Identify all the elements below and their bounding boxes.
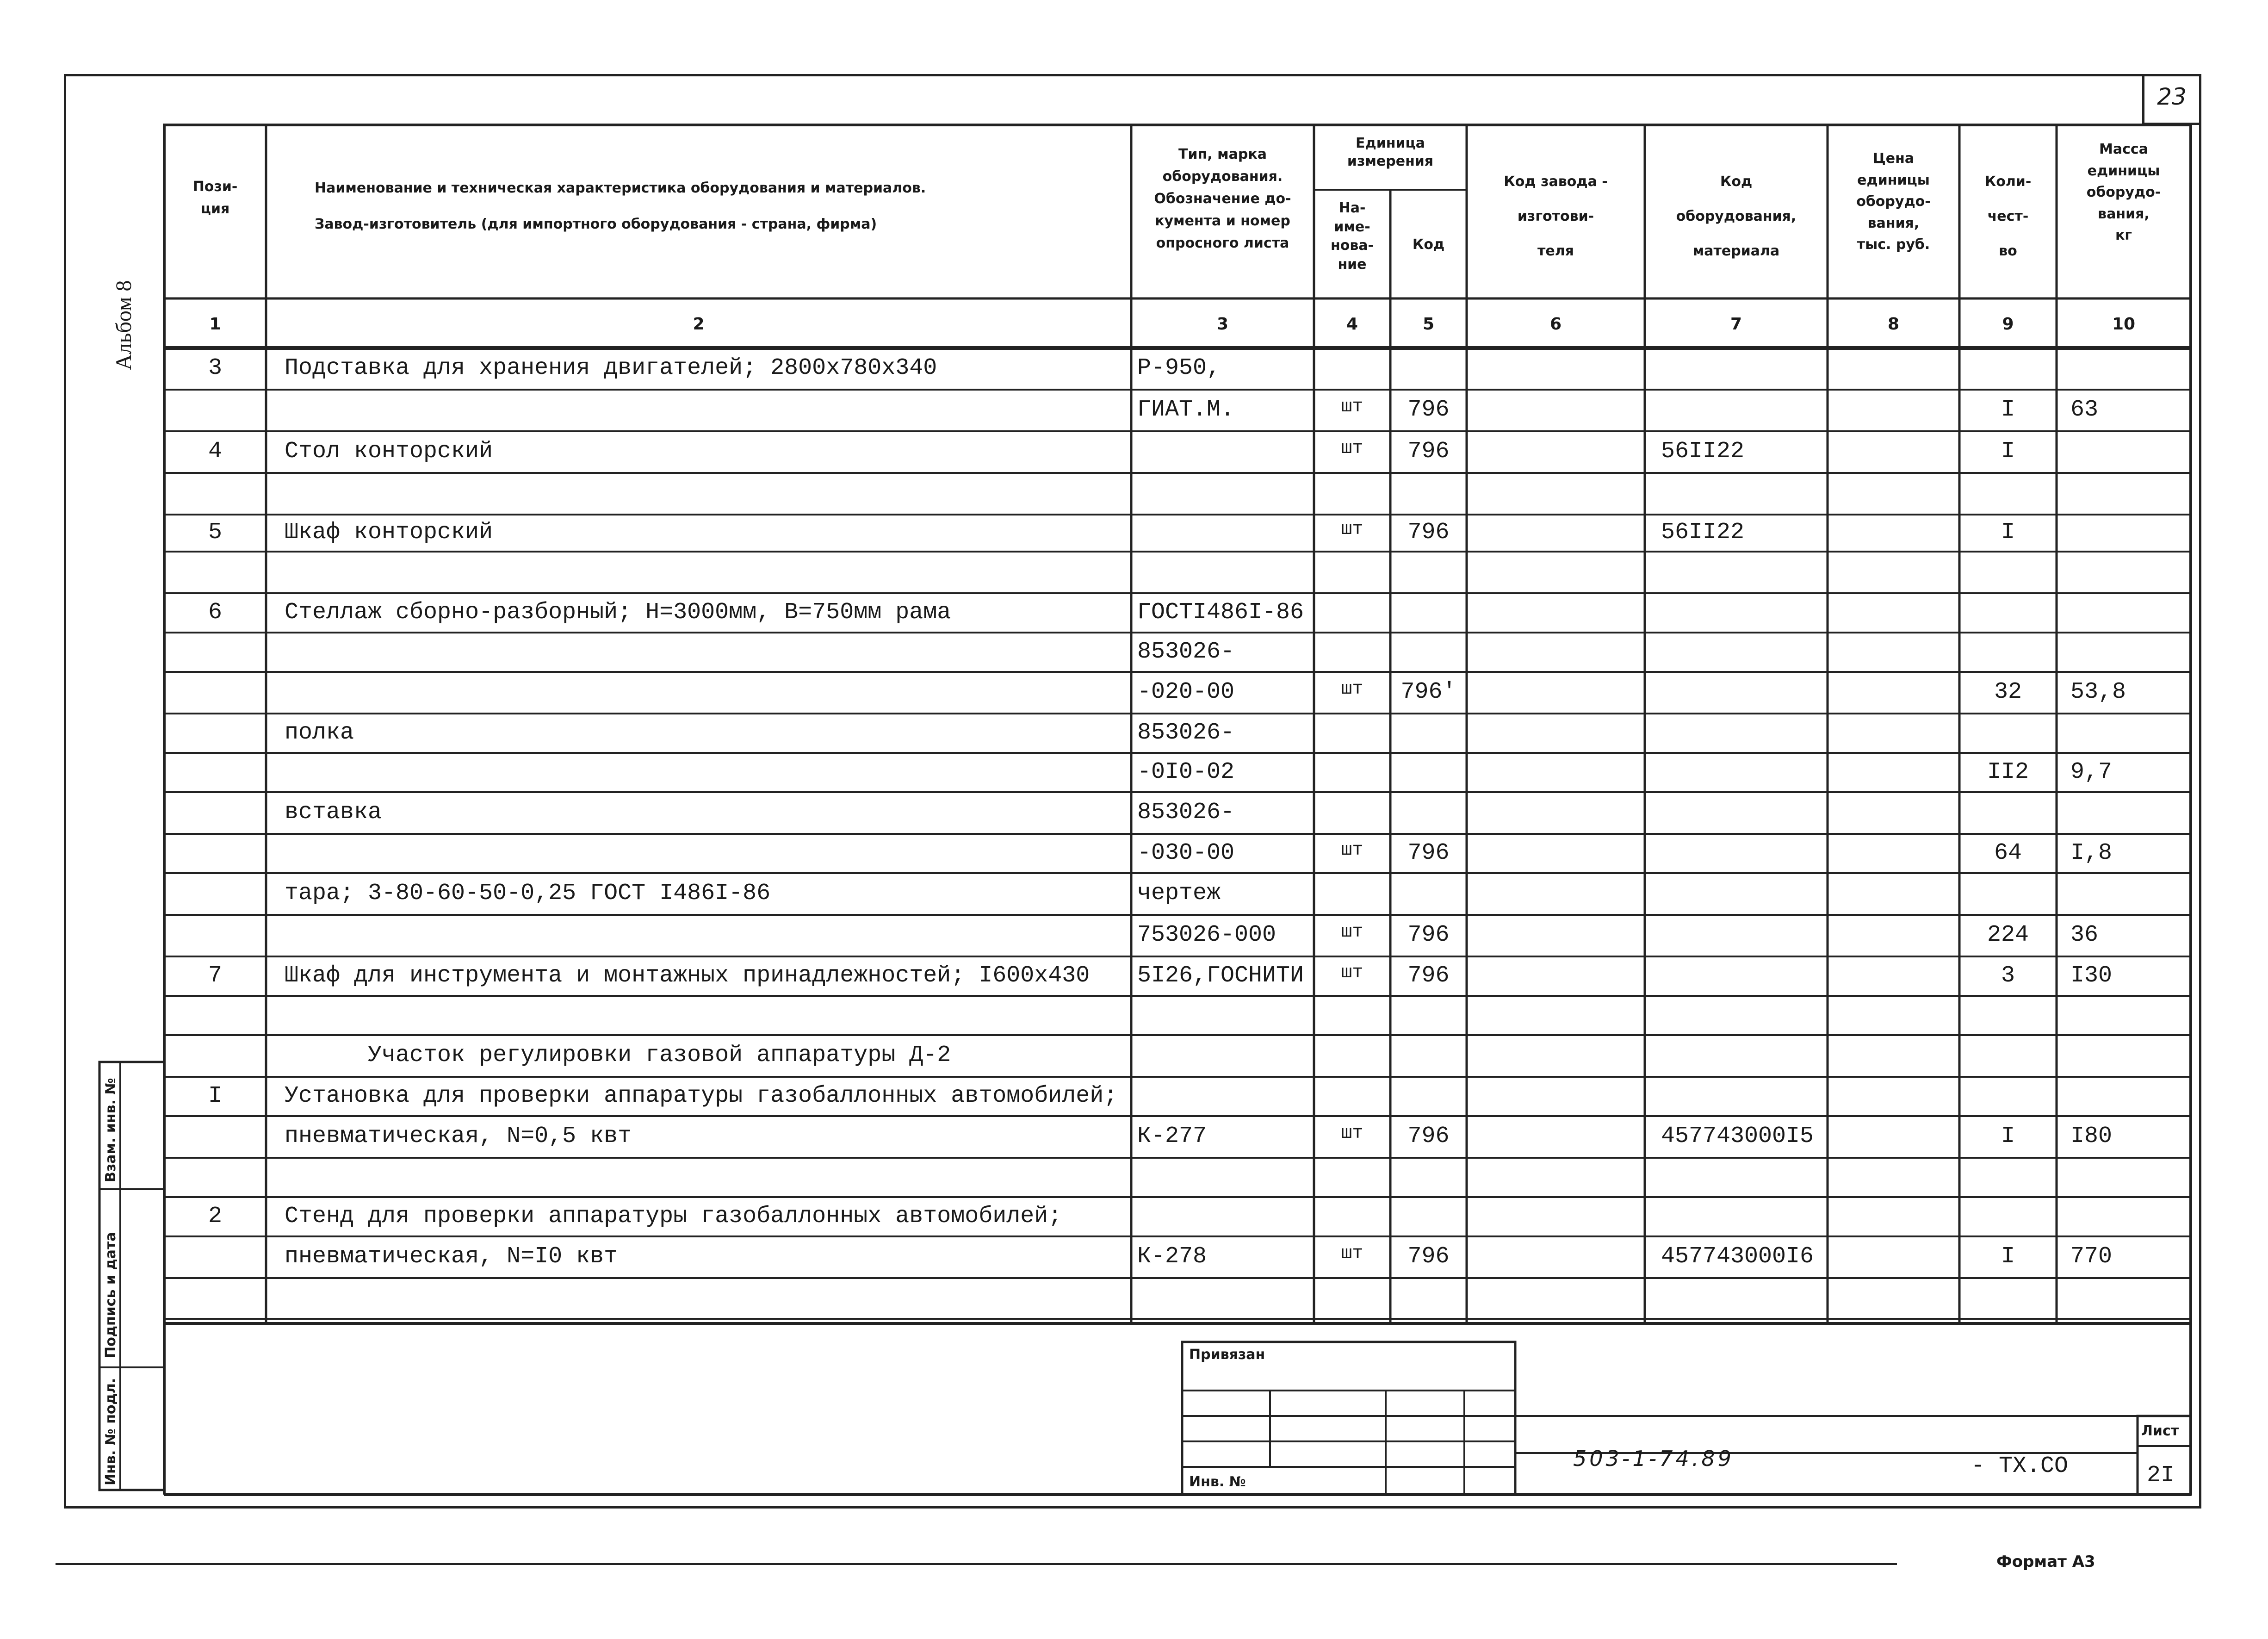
sheet-label: Лист [2141,1423,2179,1439]
cell-name: тара; 3-80-60-50-0,25 ГОСТ I486I-86 [285,880,771,906]
cell-unit: шт [1341,679,1363,700]
cell-code: 796 [1407,438,1450,465]
cell-equip-code: 457743000I5 [1661,1123,1814,1149]
col-number-8: 8 [1887,315,1900,334]
document-code: - ТХ.СО [1971,1453,2069,1479]
cell-type: 853026- [1137,799,1235,826]
cell-name: Шкаф конторский [285,519,493,546]
cell-equip-code: 56II22 [1661,438,1745,465]
header-type [1134,143,1312,255]
cell-code: 796 [1407,397,1450,423]
header-type-line4: кумента и номер [1155,213,1290,229]
cell-type: К-277 [1137,1123,1207,1149]
cell-pos: 6 [208,599,222,626]
cell-pos: I [208,1082,222,1109]
header-factory-line1: Код завода - [1504,174,1608,190]
cell-qty: 3 [2001,962,2015,989]
header-unit-name [1316,199,1388,274]
header-type-line2: оборудования. [1162,168,1283,185]
header-unit-line2: измерения [1347,153,1434,169]
cell-mass: I30 [2070,962,2113,989]
cell-mass: 53,8 [2070,679,2126,705]
cell-type: Р-950, [1137,355,1221,381]
cell-name: пневматическая, N=0,5 квт [285,1123,632,1149]
header-equipment-line1: Код [1720,174,1753,190]
page-number: 23 [2157,83,2187,110]
cell-pos: 4 [208,438,222,465]
bound-label: Привязан [1189,1347,1265,1363]
header-mass-line2: единицы [2087,162,2160,179]
header-mass-line1: Масса [2099,141,2148,157]
header-position-line1: Пози- [192,179,238,195]
header-unit-name-line4: ние [1338,256,1367,273]
cell-type: 5I26,ГОСНИТИ [1137,962,1304,989]
header-mass-line5: кг [2115,227,2132,243]
cell-equip-code: 457743000I6 [1661,1243,1814,1270]
cell-qty: I [2001,397,2015,423]
col-number-1: 1 [209,315,221,334]
cell-equip-code: 56II22 [1661,519,1745,546]
cell-pos: 2 [208,1203,222,1229]
album-label: Альбом 8 [112,280,136,370]
header-unit-name-line2: име- [1334,218,1370,235]
document-number: 503-1-74.89 [1573,1446,1734,1471]
header-unit-name-line3: нова- [1330,237,1374,254]
header-factory-line2: изготови- [1517,208,1594,224]
cell-unit: шт [1341,839,1363,861]
cell-name: Подставка для хранения двигателей; 2800х780х340 [285,355,937,381]
cell-pos: 7 [208,962,222,989]
side-stamp-replace-inv: Взам. инв. № [103,1078,119,1182]
cell-name: Стол конторский [285,438,493,465]
cell-mass: I80 [2070,1123,2113,1149]
cell-name: Участок регулировки газовой аппаратуры Д-2 [285,1042,951,1068]
header-mass-line4: вания, [2098,205,2150,222]
cell-mass: 9,7 [2070,758,2113,785]
cell-qty: II2 [1987,758,2029,785]
header-type-line5: опросного листа [1156,235,1289,251]
cell-qty: 32 [1994,679,2022,705]
header-equipment-code [1647,164,1825,268]
header-equipment-line3: материала [1692,243,1780,259]
col-number-3: 3 [1216,315,1229,334]
col-number-6: 6 [1549,315,1562,334]
header-mass [2059,139,2188,247]
cell-type: -020-00 [1137,679,1235,705]
header-factory-line3: теля [1537,243,1574,259]
cell-qty: I [2001,1243,2015,1270]
cell-name: Стенд для проверки аппаратуры газобаллонных автомобилей; [285,1203,1062,1229]
header-price-line2: единицы [1857,172,1930,188]
cell-type: К-278 [1137,1243,1207,1270]
format-label: Формат А3 [1996,1552,2095,1571]
cell-unit: шт [1341,922,1363,943]
cell-mass: 36 [2070,922,2099,948]
col-number-9: 9 [2002,315,2014,334]
header-position-line2: ция [200,201,230,217]
cell-code: 796 [1407,839,1450,866]
cell-type: чертеж [1137,880,1221,906]
header-factory-code [1469,164,1642,268]
cell-mass: I,8 [2070,839,2113,866]
cell-name: Шкаф для инструмента и монтажных принадлежностей; I600х430 [285,962,1090,989]
header-quantity-line3: во [1999,243,2017,259]
cell-code: 796 [1407,1243,1450,1270]
header-price-line1: Цена [1872,150,1915,167]
cell-unit: шт [1341,397,1363,417]
cell-code: 796 [1407,922,1450,948]
cell-name: полка [285,719,354,746]
cell-type: ГОСТI486I-86 [1137,599,1304,626]
cell-unit: шт [1341,1243,1363,1264]
col-number-10: 10 [2112,315,2136,334]
cell-type: -030-00 [1137,839,1235,866]
col-number-2: 2 [693,315,705,334]
cell-unit: шт [1341,519,1363,540]
header-quantity [1962,164,2054,268]
cell-type: 853026- [1137,719,1235,746]
header-unit-group [1316,134,1464,170]
cell-unit: шт [1341,962,1363,983]
cell-qty: I [2001,438,2015,465]
header-position [169,176,261,220]
header-unit-line1: Единица [1356,135,1425,151]
cell-pos: 3 [208,355,222,381]
col-number-4: 4 [1346,315,1358,334]
cell-unit: шт [1341,1123,1363,1144]
cell-qty: 224 [1987,922,2029,948]
header-type-line1: Тип, марка [1178,146,1267,162]
cell-code: 796 [1407,1123,1450,1149]
header-name-line1: Наименование и техническая характеристика оборудования и материалов. [315,180,926,196]
side-stamp-original-inv: Инв. № подл. [103,1378,119,1485]
cell-code: 796' [1400,679,1456,705]
header-mass-line3: оборудо- [2086,184,2161,200]
cell-name: вставка [285,799,382,826]
header-unit-name-line1: На- [1338,200,1366,216]
cell-qty: I [2001,519,2015,546]
header-name-line2: Завод-изготовитель (для импортного оборудования - страна, фирма) [315,216,877,232]
col-number-7: 7 [1730,315,1742,334]
cell-type: 753026-000 [1137,922,1277,948]
cell-code: 796 [1407,962,1450,989]
header-equipment-line2: оборудования, [1676,208,1797,224]
header-quantity-line1: Коли- [1984,174,2032,190]
cell-type: -0I0-02 [1137,758,1235,785]
cell-qty: I [2001,1123,2015,1149]
col-number-5: 5 [1422,315,1435,334]
cell-pos: 5 [208,519,222,546]
header-price-line4: вания, [1867,215,1920,231]
header-price [1830,148,1957,256]
header-quantity-line2: чест- [1987,208,2029,224]
cell-qty: 64 [1994,839,2022,866]
inv-label: Инв. № [1189,1474,1246,1490]
cell-name: Стеллаж сборно-разборный; Н=3000мм, В=750мм рама [285,599,951,626]
header-name [315,170,1120,242]
cell-mass: 770 [2070,1243,2113,1270]
cell-mass: 63 [2070,397,2099,423]
header-unit-code: Код [1412,236,1445,253]
cell-type: ГИАТ.М. [1137,397,1235,423]
header-type-line3: Обозначение до- [1154,191,1291,207]
sheet-number: 2I [2147,1462,2175,1489]
cell-type: 853026- [1137,638,1235,665]
header-price-line5: тыс. руб. [1857,236,1930,253]
cell-name: Установка для проверки аппаратуры газобаллонных автомобилей; [285,1082,1118,1109]
cell-code: 796 [1407,519,1450,546]
header-price-line3: оборудо- [1856,193,1931,210]
side-stamp-signature-date: Подпись и дата [103,1232,119,1358]
cell-name: пневматическая, N=I0 квт [285,1243,618,1270]
cell-unit: шт [1341,438,1363,459]
